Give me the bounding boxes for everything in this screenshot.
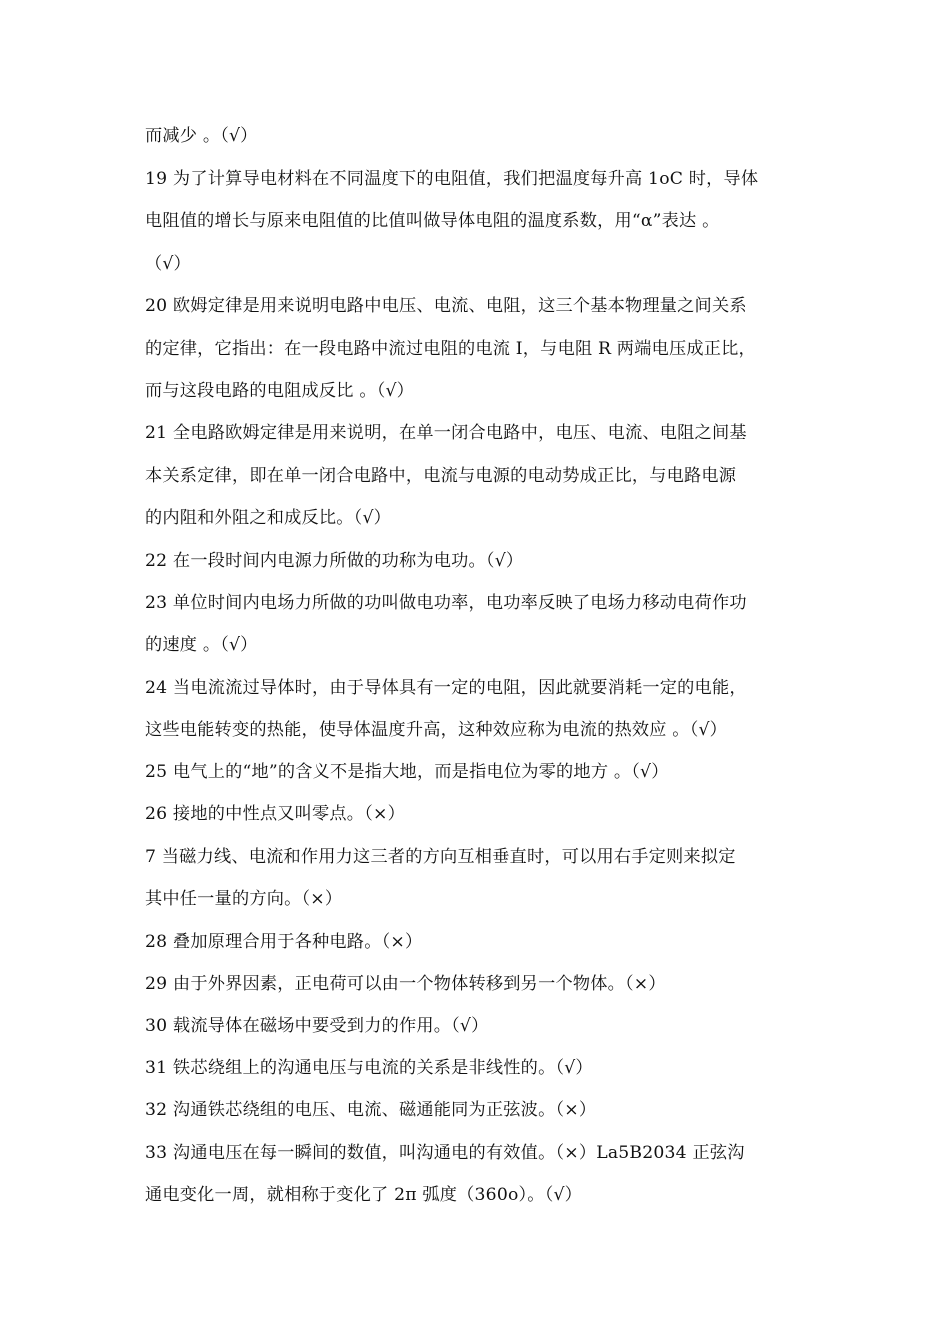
- text-line: 25 电气上的“地”的含义不是指大地，而是指电位为零的地方 。（√）: [145, 762, 669, 782]
- text-line: 24 当电流流过导体时，由于导体具有一定的电阻，因此就要消耗一定的电能，: [145, 678, 747, 698]
- text-line: 的内阻和外阻之和成反比。（√）: [145, 508, 391, 528]
- text-line: 通电变化一周，就相称于变化了 2π 弧度（360o）。（√）: [145, 1185, 583, 1205]
- text-line: 的速度 。（√）: [145, 635, 258, 655]
- text-line: 33 沟通电压在每一瞬间的数值，叫沟通电的有效值。（×）La5B2034 正弦沟: [145, 1143, 745, 1163]
- text-line: 这些电能转变的热能，使导体温度升高，这种效应称为电流的热效应 。（√）: [145, 720, 728, 740]
- text-line: （√）: [145, 254, 191, 274]
- text-line: 19 为了计算导电材料在不同温度下的电阻值，我们把温度每升高 1oC 时，导体: [145, 169, 759, 189]
- text-line: 而减少 。（√）: [145, 126, 258, 146]
- text-line: 31 铁芯绕组上的沟通电压与电流的关系是非线性的。（√）: [145, 1058, 593, 1078]
- text-line: 电阻值的增长与原来电阻值的比值叫做导体电阻的温度系数，用“α”表达 。: [145, 211, 720, 231]
- text-line: 32 沟通铁芯绕组的电压、电流、磁通能同为正弦波。（×）: [145, 1100, 597, 1120]
- text-line: 的定律，它指出：在一段电路中流过电阻的电流 I，与电阻 R 两端电压成正比，: [145, 339, 756, 359]
- text-line: 30 载流导体在磁场中要受到力的作用。（√）: [145, 1016, 489, 1036]
- text-line: 本关系定律，即在单一闭合电路中，电流与电源的电动势成正比，与电路电源: [145, 466, 737, 486]
- text-line: 23 单位时间内电场力所做的功叫做电功率，电功率反映了电场力移动电荷作功: [145, 593, 747, 613]
- text-line: 20 欧姆定律是用来说明电路中电压、电流、电阻，这三个基本物理量之间关系: [145, 296, 747, 316]
- text-line: 28 叠加原理合用于各种电路。（×）: [145, 932, 423, 952]
- text-line: 22 在一段时间内电源力所做的功称为电功。（√）: [145, 551, 524, 571]
- text-line: 而与这段电路的电阻成反比 。（√）: [145, 381, 415, 401]
- text-line: 29 由于外界因素，正电荷可以由一个物体转移到另一个物体。（×）: [145, 974, 666, 994]
- text-line: 其中任一量的方向。（×）: [145, 889, 343, 909]
- text-line: 26 接地的中性点又叫零点。（×）: [145, 804, 405, 824]
- text-line: 7 当磁力线、电流和作用力这三者的方向互相垂直时，可以用右手定则来拟定: [145, 847, 736, 867]
- text-line: 21 全电路欧姆定律是用来说明，在单一闭合电路中，电压、电流、电阻之间基: [145, 423, 747, 443]
